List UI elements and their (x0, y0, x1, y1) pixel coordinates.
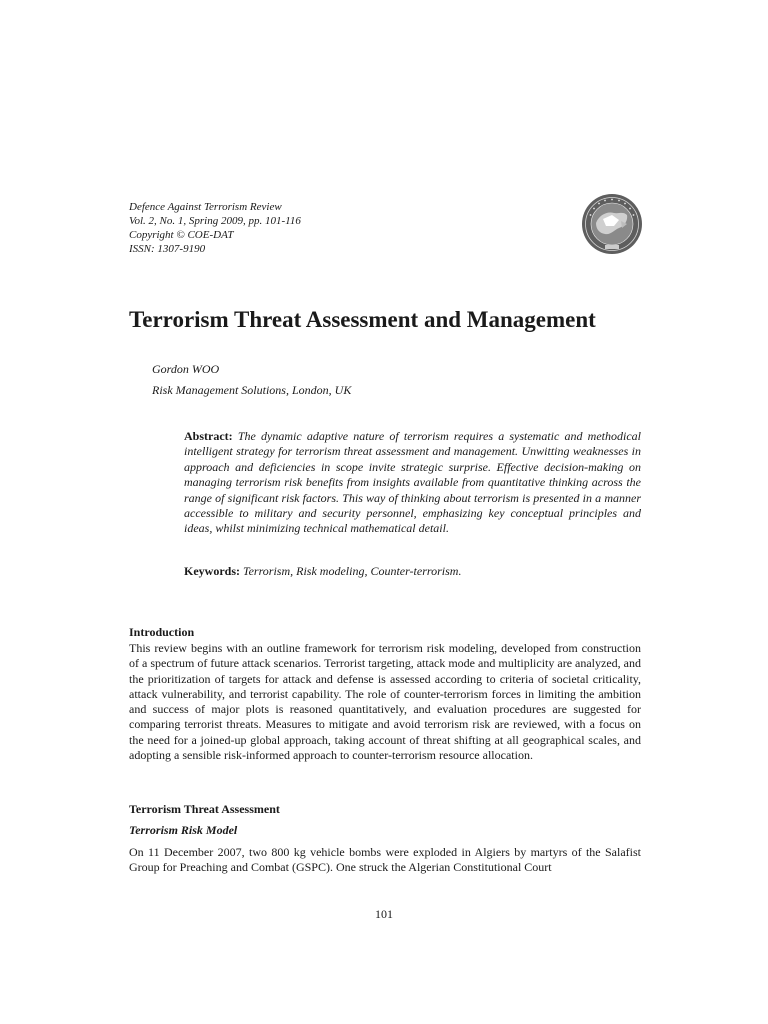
abstract (184, 429, 641, 537)
author-affiliation: Risk Management Solutions, London, UK (152, 383, 352, 397)
keywords-label: Keywords: (184, 564, 240, 578)
abstract-text: The dynamic adaptive nature of terrorism requires a systematic and methodical intelligent strategy for terrorism threat assessment and management. Unwitting weaknesses in approach and deficiencies in scope invite strategic surprise. Effective decision-making on managing terrorism risk benefits from insights available from quantitative thinking across the range of significant risk factors. This way of thinking about terrorism is presented in a manner accessible to military and security personnel, emphasizing key conceptual principles and ideas, whilst minimizing technical mathematical detail. (184, 429, 642, 536)
threat-assessment-heading: Terrorism Threat Assessment (129, 802, 280, 816)
paper-title: Terrorism Threat Assessment and Management (129, 307, 596, 332)
risk-model-body: On 11 December 2007, two 800 kg vehicle bombs were exploded in Algiers by martyrs of the Salafist Group for Preaching and Combat (GSPC). One struck the Algerian Constitutional Court (129, 845, 641, 875)
journal-volume: Vol. 2, No. 1, Spring 2009, pp. 101-116 (129, 215, 301, 227)
keywords-text: Terrorism, Risk modeling, Counter-terrorism. (243, 564, 462, 578)
author-name: Gordon WOO (152, 362, 220, 376)
journal-issn: ISSN: 1307-9190 (129, 243, 206, 255)
page-number: 101 (375, 907, 393, 921)
coe-dat-seal-icon (581, 193, 643, 255)
risk-model-subheading: Terrorism Risk Model (129, 823, 238, 837)
introduction-heading: Introduction (129, 625, 195, 639)
keywords (184, 564, 641, 579)
abstract-label: Abstract: (184, 429, 233, 443)
journal-info (129, 200, 489, 256)
journal-name: Defence Against Terrorism Review (129, 201, 282, 213)
introduction-body: This review begins with an outline framework for terrorism risk modeling, developed from construction of a spectrum of future attack scenarios. Terrorist targeting, attack mode and multiplicity are analyzed, and the prioritization of targets for attack and defense is assessed according to criteria of societal criticality, attack vulnerability, and terrorist capability. The role of counter-terrorism forces in limiting the ambition and success of major plots is reasoned quantitatively, and evaluation procedures are suggested for comparing terrorist threats. Measures to mitigate and avoid terrorism risk are reviewed, with a focus on the need for a joined-up global approach, taking account of threat shifting at all geographical scales, and adopting a sensible risk-informed approach to counter-terrorism resource allocation. (129, 641, 641, 763)
journal-copyright: Copyright © COE-DAT (129, 229, 234, 241)
